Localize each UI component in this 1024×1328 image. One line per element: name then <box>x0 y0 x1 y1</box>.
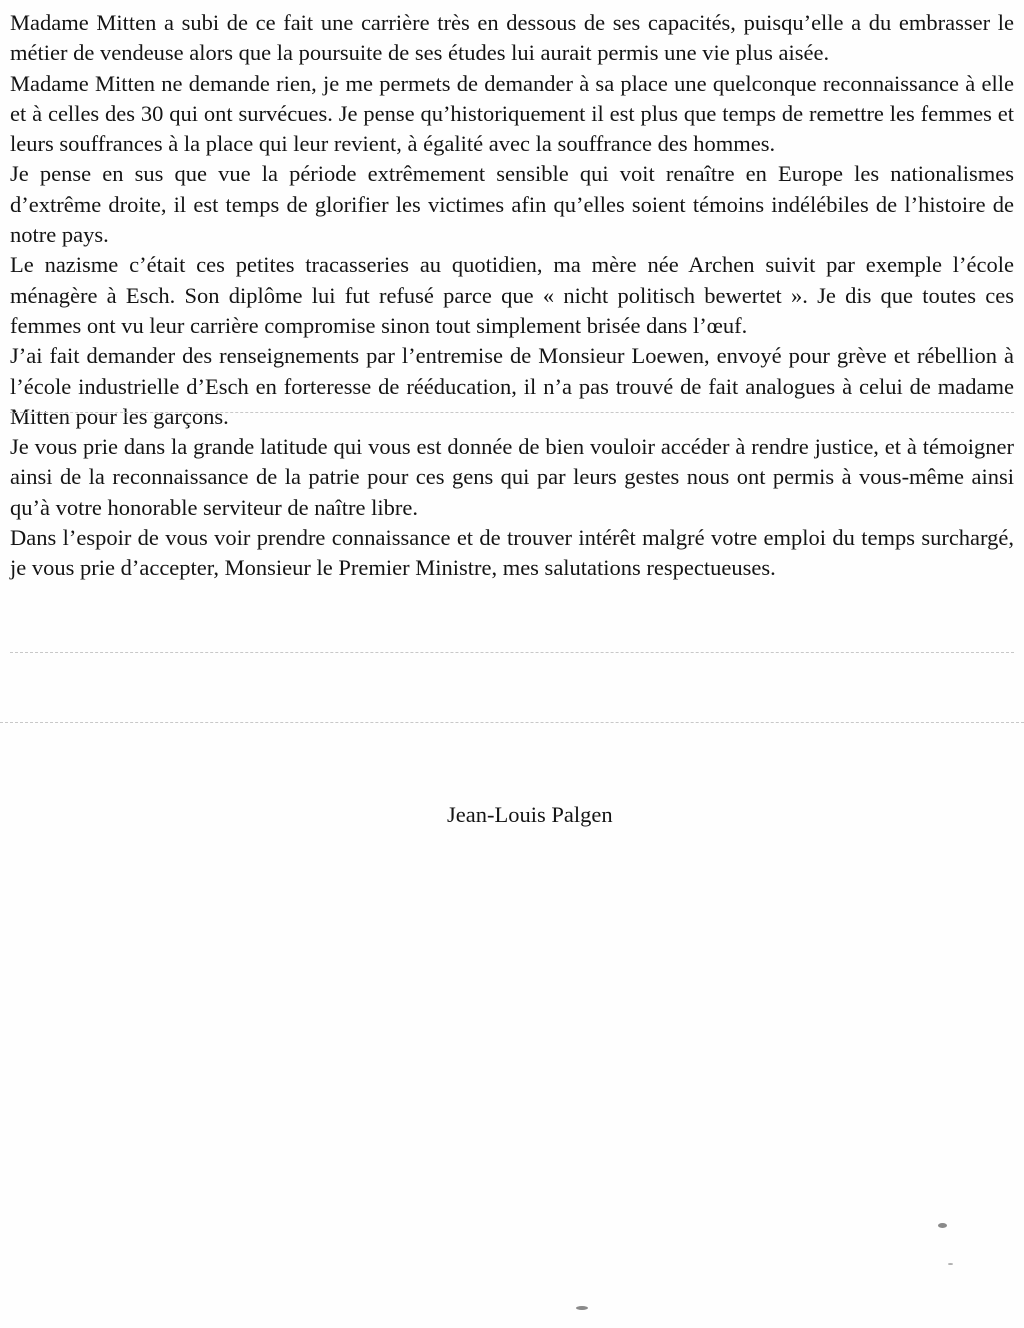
paragraph-inquiry: J’ai fait demander des renseignements par l’entremise de Monsieur Loewen, envoyé pour grève et rébellion à l’école industrielle d’Esch en forteresse de rééducation, il n’a pas trouvé de fait analogues à celui de madame Mitten pour les garçons. <box>10 343 1014 429</box>
scan-artifact-line <box>10 412 1014 413</box>
paragraph-recognition: Madame Mitten ne demande rien, je me permets de demander à sa place une quelconque reconnaissance à elle et à celles des 30 qui ont survécues. Je pense qu’historiquement il est plus que temps de remettre les femmes et leurs souffrances à la place qui leur revient, à égalité avec la souffrance des hommes. <box>10 70 1014 157</box>
scan-speck <box>576 1306 588 1310</box>
signature-name: Jean-Louis Palgen <box>447 802 613 827</box>
paragraph-nazism: Le nazisme c’était ces petites tracasseries au quotidien, ma mère née Archen suivit par exemple l’école ménagère à Esch. Son diplôme lui fut refusé parce que « nicht politisch bewertet ». Je dis que toutes ces femmes ont vu leur carrière compromise sinon tout simplement brisée dans l’œuf. <box>10 252 1014 338</box>
scan-speck <box>938 1223 947 1228</box>
paragraph-nationalisms: Je pense en sus que vue la période extrêmement sensible qui voit renaître en Europe les nationalismes d’extrême droite, il est temps de glorifier les victimes afin qu’elles soient témoins indélébiles de l’histoire de notre pays. <box>10 161 1014 248</box>
paragraph-career: Madame Mitten a subi de ce fait une carrière très en dessous de ses capacités, puisqu’elle a du embrasser le métier de vendeuse alors que la poursuite de ses études lui aurait permis une vie plus aisée. <box>10 10 1014 66</box>
letter-body <box>10 8 1014 584</box>
scan-artifact-line <box>10 652 1014 653</box>
paragraph-request: Je vous prie dans la grande latitude qui vous est donnée de bien vouloir accéder à rendre justice, et à témoigner ainsi de la reconnaissance de la patrie pour ces gens qui par leurs gestes nous ont permis à vous-même ainsi qu’à votre honorable serviteur de naître libre. <box>10 434 1014 520</box>
paragraph-closing: Dans l’espoir de vous voir prendre connaissance et de trouver intérêt malgré votre emploi du temps surchargé, je vous prie d’accepter, Monsieur le Premier Ministre, mes salutations respectueuses. <box>10 525 1014 581</box>
scan-speck <box>948 1263 953 1265</box>
scan-artifact-line <box>0 722 1024 723</box>
